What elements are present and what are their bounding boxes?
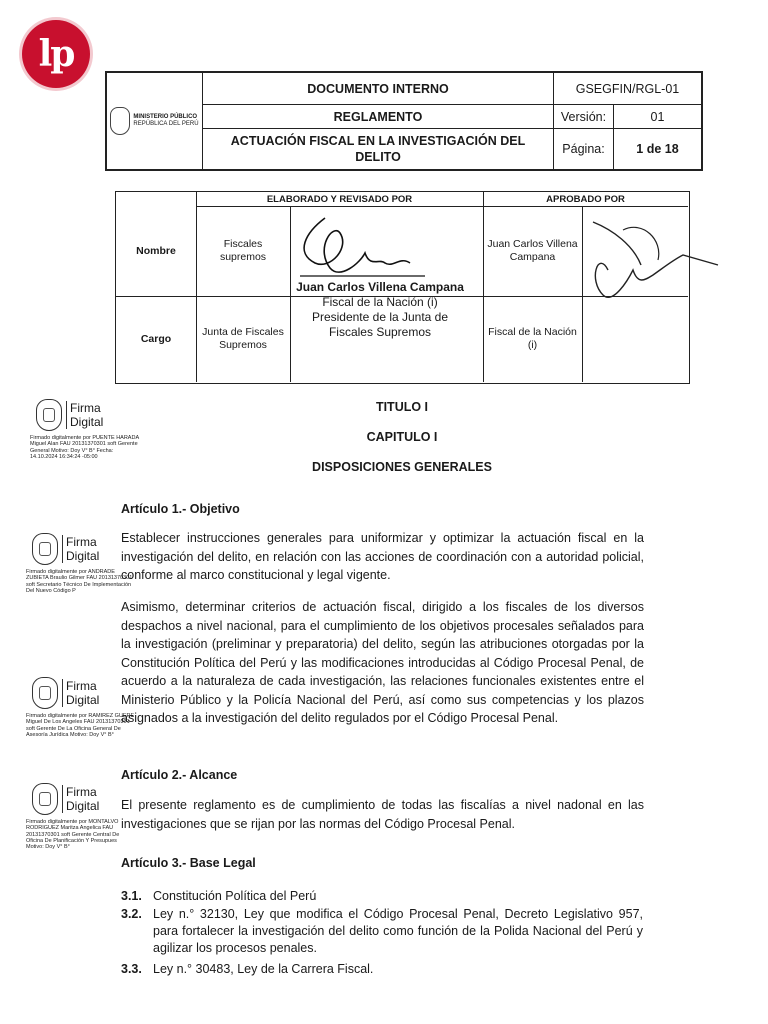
digital-signature-stamp-4: Firma Digital Firmado digitalmente por MONTALVO RODRIGUEZ Maritza Angelica FAU 20131370301 soft Gerente Central De Oficina De Planificación Y Presupues Motivo: Doy V° B° <box>26 783 146 868</box>
seal-icon <box>32 533 58 565</box>
article-2-heading: Artículo 2.- Alcance <box>121 768 238 782</box>
shield-icon <box>110 107 130 135</box>
row-role-label: Cargo <box>140 332 172 345</box>
article-3-heading: Artículo 3.- Base Legal <box>121 856 256 870</box>
version-value: 01 <box>614 105 701 129</box>
page-label: Página: <box>554 129 614 169</box>
elaborated-name: Fiscales supremos <box>219 238 267 263</box>
signer-title-1: Fiscal de la Nación (i) <box>322 295 438 309</box>
org-name: MINISTERIO PÚBLICO <box>133 114 198 120</box>
ministerio-publico-emblem <box>107 73 203 169</box>
article-1-paragraph-2: Asimismo, determinar criterios de actuación fiscal, dirigido a los fiscales de los diversos despachos a nivel nacional, para el cumplimiento de los objetivos procesales señalados para la investigación (preliminar y preparatoria) del delito, según las atribuciones otorgadas por la Constitución Política del Perú y las modificaciones introducidas al Código Procesal Penal, de acuerdo a la naturaleza de cada investigación, las relaciones funcionales existentes entre el Ministerio Público y la Policía Nacional del Perú, así como sus competencias y los plazos asignados a la investigación del delito regulados por el Código Procesal Penal. <box>121 600 644 725</box>
doc-code: GSEGFIN/RGL-01 <box>554 73 701 105</box>
digital-signature-stamp-1: Firma Digital Firmado digitalmente por PUENTE HARADA Miguel Alan FAU 20131370301 soft Gerente General Motivo: Doy V° B° Fecha: 14.10.2024 16:34:24 -05:00 <box>30 401 139 460</box>
list-item: 3.3. Ley n.° 30483, Ley de la Carrera Fiscal. <box>121 962 374 976</box>
seal-icon <box>32 783 58 815</box>
titulo-heading: TITULO I <box>375 400 429 414</box>
logo-text: lp <box>38 33 74 75</box>
disposiciones-heading: DISPOSICIONES GENERALES <box>312 460 492 474</box>
approver-name: Juan Carlos Villena Campana <box>487 238 578 263</box>
article-1-paragraph-1: Establecer instrucciones generales para uniformizar y optimizar la actuación fiscal en la investigación del delito, en relación con las acciones de coordinación con a autoridad policial, conforme al marco constitucional y legal vigente. <box>121 531 644 582</box>
stamp-metadata: Firmado digitalmente por RAMIREZ GUERE Miguel De Los Angeles FAU 20131370301 soft Gerente De La Oficina General De Asesoría Jurídica Motivo: Doy V° B° <box>26 713 135 738</box>
digital-signature-stamp-3: Firma Digital Firmado digitalmente por RAMIREZ GUERE Miguel De Los Angeles FAU 20131370301 soft Gerente De La Oficina General De Asesoría Jurídica Motivo: Doy V° B° <box>26 679 135 738</box>
col-elaborated-header: ELABORADO Y REVISADO POR <box>266 193 413 205</box>
version-label: Versión: <box>554 105 614 129</box>
signature-graphic <box>285 208 435 288</box>
capitulo-heading: CAPITULO I <box>366 430 438 444</box>
list-item: 3.1. Constitución Política del Perú <box>121 889 317 903</box>
article-2-paragraph: El presente reglamento es de cumplimiento de todas las fiscalías a nivel nadonal en las investigaciones que se rijan por las normas del Código Procesal Penal. <box>121 798 644 831</box>
seal-icon <box>32 677 58 709</box>
doc-category: REGLAMENTO <box>203 105 554 129</box>
approver-role: Fiscal de la Nación (i) <box>488 326 577 351</box>
signer-name: Juan Carlos Villena Campana <box>296 280 464 294</box>
page-number: 1 de 18 <box>636 142 679 156</box>
stamp-metadata: Firmado digitalmente por ANDRADE ZUBIETA Braulio Gilmer FAU 20131370301 soft Secretario Técnico De Implementación Del Nuevo Código P <box>26 569 133 594</box>
signer-block <box>270 280 490 340</box>
digital-signature-stamp-2: Firma Digital Firmado digitalmente por ANDRADE ZUBIETA Braulio Gilmer FAU 20131370301 soft Secretario Técnico De Implementación Del Nuevo Código P <box>26 533 146 618</box>
org-country: REPÚBLICA DEL PERÚ <box>133 121 199 127</box>
elaborated-role: Junta de Fiscales Supremos <box>202 326 284 351</box>
lp-logo <box>22 20 90 88</box>
article-1-heading: Artículo 1.- Objetivo <box>121 502 240 516</box>
doc-type: DOCUMENTO INTERNO <box>203 73 554 105</box>
col-approved-header: APROBADO POR <box>546 193 625 205</box>
stamp-metadata: Firmado digitalmente por PUENTE HARADA Miguel Alan FAU 20131370301 soft Gerente General Motivo: Doy V° B° Fecha: 14.10.2024 16:34:24 -05:00 <box>30 435 139 460</box>
signer-title-2: Presidente de la Junta de Fiscales Supremos <box>311 310 449 339</box>
list-item: 3.2. Ley n.° 32130, Ley que modifica el Código Procesal Penal, Decreto Legislativo 957, para fortalecer la investigación del delito como función de la Polida Nacional del Perú y agilizar los procesos penales. <box>121 907 643 955</box>
document-header-table <box>105 71 703 171</box>
row-name-label: Nombre <box>136 244 176 257</box>
stamp-metadata: Firmado digitalmente por MONTALVO RODRIGUEZ Maritza Angelica FAU 20131370301 soft Gerente Central De Oficina De Planificación Y Presupues Motivo: Doy V° B° <box>26 819 120 851</box>
approver-signature-graphic <box>583 210 723 310</box>
doc-title: ACTUACIÓN FISCAL EN LA INVESTIGACIÓN DEL DELITO <box>203 129 554 169</box>
